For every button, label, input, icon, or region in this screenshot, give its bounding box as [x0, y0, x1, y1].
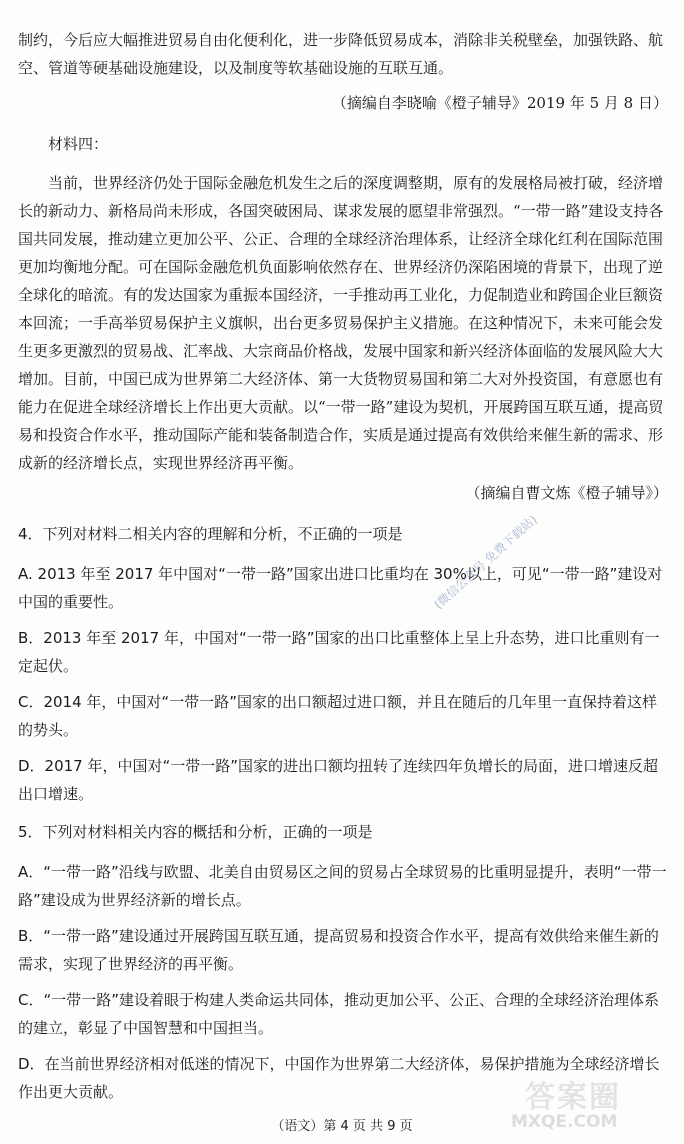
question-5-option-a: A．“一带一路”沿线与欧盟、北美自由贸易区之间的贸易占全球贸易的比重明显提升，表明“一带一路”建设成为世界经济新的增长点。 — [18, 863, 667, 909]
logo-watermark-url: MXQE.COM — [511, 1112, 618, 1132]
question-5-stem: 5．下列对材料相关内容的概括和分析，正确的一项是 — [18, 823, 373, 841]
question-4-option-a: A. 2013 年至 2017 年中国对“一带一路”国家出进口比重均在 30%以上，可见“一带一路”建设对中国的重要性。 — [18, 565, 663, 611]
material-3-ending-paragraph: 制约，今后应大幅推进贸易自由化便利化，进一步降低贸易成本，消除非关税壁垒，加强铁路、航空、管道等硬基础设施建设，以及制度等软基础设施的互联互通。 — [18, 31, 664, 77]
material-4-title: 材料四： — [48, 135, 109, 153]
question-4-option-d: D．2017 年，中国对“一带一路”国家的进出口额均扭转了连续四年负增长的局面，进口增速反超出口增速。 — [18, 757, 659, 803]
diagonal-watermark: (微信公众号 免费下载站) — [431, 512, 540, 612]
source-citation-2: （摘编自曹文炼《橙子辅导》） — [465, 484, 668, 502]
question-5-option-c: C．“一带一路”建设着眼于构建人类命运共同体，推动更加公平、公正、合理的全球经济治理体系的建立，彰显了中国智慧和中国担当。 — [18, 991, 660, 1037]
question-4-option-b: B．2013 年至 2017 年，中国对“一带一路”国家的出口比重整体上呈上升态势，进口比重则有一定起伏。 — [18, 629, 660, 675]
logo-watermark-text: 答案圈 — [525, 1080, 621, 1115]
question-5-option-d: D．在当前世界经济相对低迷的情况下，中国作为世界第二大经济体，易保护措施为全球经济增长作出更大贡献。 — [18, 1055, 660, 1101]
material-4-paragraph: 当前，世界经济仍处于国际金融危机发生之后的深度调整期，原有的发展格局被打破，经济增长的新动力、新格局尚未形成，各国突破困局、谋求发展的愿望非常强烈。“一带一路”建设支持各国共同发展，推动建立更加公平、公正、合理的全球经济治理体系，让经济全球化红利在国际范围更加均衡地分配。可在国际金融危机负面影响依然存在、世界经济仍深陷困境的背景下，出现了逆全球化的暗流。有的发达国家为重振本国经济，一手推动再工业化，力促制造业和跨国企业巨额资本回流；一手高举贸易保护主义旗帜，出台更多贸易保护主义措施。在这种情况下，未来可能会发生更多更激烈的贸易战、汇率战、大宗商品价格战，发展中国家和新兴经济体面临的发展风险大大增加。目前，中国已成为世界第二大经济体、第一大货物贸易国和第二大对外投资国，有意愿也有能力在促进全球经济增长上作出更大贡献。以“一带一路”建设为契机，开展跨国互联互通，提高贸易和投资合作水平，推动国际产能和装备制造合作，实质是通过提高有效供给来催生新的需求、形成新的经济增长点，实现世界经济再平衡。 — [18, 174, 664, 472]
question-4-stem: 4．下列对材料二相关内容的理解和分析，不正确的一项是 — [18, 525, 403, 543]
source-citation-1: （摘编自李晓喻《橙子辅导》2019 年 5 月 8 日） — [331, 94, 668, 112]
page-footer: （语文）第 4 页 共 9 页 — [271, 1119, 413, 1134]
question-5-option-b: B．“一带一路”建设通过开展跨国互联互通，提高贸易和投资合作水平，提高有效供给来催生新的需求，实现了世界经济的再平衡。 — [18, 927, 659, 973]
question-4-option-c: C．2014 年，中国对“一带一路”国家的出口额超过进口额，并且在随后的几年里一直保持着这样的势头。 — [18, 693, 657, 739]
